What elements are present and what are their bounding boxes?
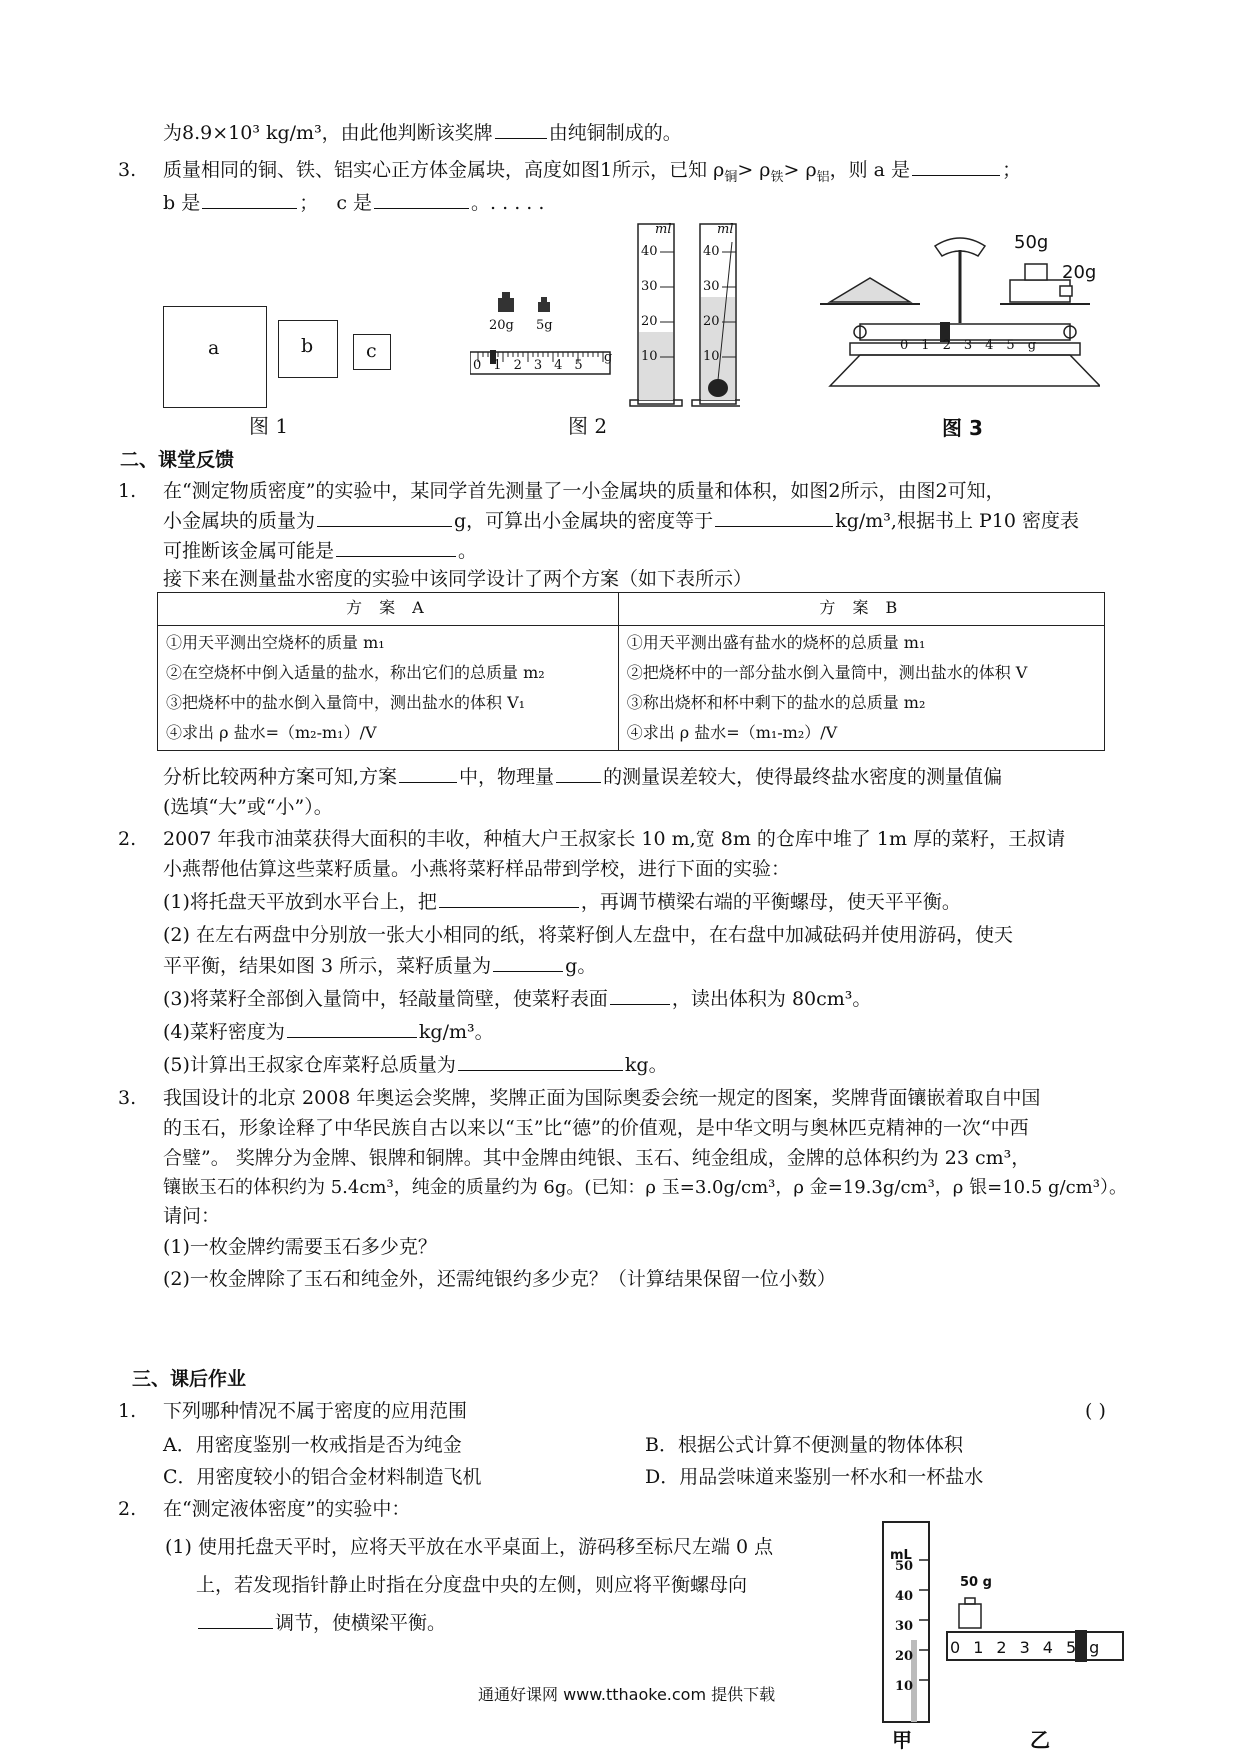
- answer-blank-metal[interactable]: [336, 538, 456, 557]
- question-number: 2.: [118, 828, 137, 850]
- s2-q3-line-7: (2)一枚金牌除了玉石和纯金外，还需纯银约多少克？（计算结果保留一位小数）: [163, 1268, 836, 1290]
- question-3-line-2: b 是 ； c 是 。. . . . .: [163, 192, 545, 214]
- s3-q2-line-2: 上，若发现指针静止时指在分度盘中央的左侧，则应将平衡螺母向: [196, 1574, 748, 1596]
- label-jia: 甲: [892, 1728, 912, 1752]
- weight-50g-label: 50 g: [960, 1575, 992, 1590]
- s2-q3-line-1: 我国设计的北京 2008 年奥运会奖牌，奖牌正面为国际奥委会统一规定的图案，奖牌背面镶嵌着取自中国: [163, 1087, 1041, 1109]
- analysis-line-1: 分析比较两种方案可知,方案 中，物理量 的测量误差较大，使得最终盐水密度的测量值偏: [163, 766, 1003, 788]
- cube-b: b: [278, 320, 338, 378]
- option-c[interactable]: C．用密度较小的铝合金材料制造飞机: [163, 1466, 482, 1488]
- s2-q3-line-5: 请问：: [163, 1205, 221, 1227]
- weight-50g-label: 50g: [1014, 232, 1049, 253]
- answer-blank-direction[interactable]: [198, 1610, 273, 1629]
- s3-q2-line-1: (1) 使用托盘天平时，应将天平放在水平桌面上，游码移至标尺左端 0 点: [165, 1536, 774, 1558]
- cyl2-tick: 20: [703, 314, 720, 329]
- answer-blank-step5[interactable]: [458, 1052, 623, 1071]
- balance-scale-ticks: 012345g: [900, 338, 1050, 353]
- question-number: 1.: [118, 480, 137, 502]
- weight-20g-label: 20g: [1062, 262, 1097, 283]
- plan-b-header: 方 案 B: [618, 593, 1104, 626]
- cylinder-ticks: 50 40 30 20 10: [895, 1559, 914, 1694]
- answer-blank-density[interactable]: [715, 508, 833, 527]
- cube-c: c: [353, 334, 391, 370]
- ruler-ticks: 012345: [473, 358, 595, 373]
- question-number: 3.: [118, 159, 137, 181]
- s2-q2-step-3: (3)将菜籽全部倒入量筒中，轻敲量筒壁，使菜籽表面 ，读出体积为 80cm³。: [163, 988, 872, 1010]
- section-2-heading: 二、课堂反馈: [120, 449, 235, 471]
- answer-blank-mass[interactable]: [317, 508, 452, 527]
- cyl2-tick: 30: [703, 279, 720, 294]
- question-number: 1.: [118, 1400, 137, 1422]
- answer-blank-quantity[interactable]: [556, 764, 601, 783]
- answer-blank-step4[interactable]: [287, 1019, 417, 1038]
- answer-blank-step2[interactable]: [493, 953, 563, 972]
- cylinder-2-unit: ml: [717, 222, 734, 237]
- plan-a-steps: ①用天平测出空烧杯的质量 m₁ ②在空烧杯中倒入适量的盐水，称出它们的总质量 m₂ ③把烧杯中的盐水倒入量筒中，测出盐水的体积 V₁ ④求出 ρ 盐水=（m₂-m₁）/V: [158, 626, 619, 751]
- option-b[interactable]: B．根据公式计算不便测量的物体体积: [645, 1434, 963, 1456]
- top-line: 为8.9×10³ kg/m³，由此他判断该奖牌 由纯铜制成的。: [163, 122, 682, 144]
- answer-blank-a[interactable]: [912, 157, 1000, 176]
- s3-q2-text: 在“测定液体密度”的实验中：: [163, 1498, 411, 1520]
- s2-q1-line-1: 在“测定物质密度”的实验中，某同学首先测量了一小金属块的质量和体积，如图2所示，由图2可知，: [163, 480, 1005, 502]
- plan-a-header: 方 案 A: [158, 593, 619, 626]
- question-3-line-1: 质量相同的铜、铁、铝实心正方体金属块，高度如图1所示，已知 $\rho_铜> \rho_铁> \rho_铝$，则 a 是 ；: [163, 159, 1022, 185]
- footer-credit: 通通好课网 www.tthaoke.com 提供下载: [478, 1685, 776, 1704]
- s2-q2-line-1: 2007 年我市油菜获得大面积的丰收，种植大户王叔家长 10 m,宽 8m 的仓库中堆了 1m 厚的菜籽，王叔请: [163, 828, 1066, 850]
- question-number: 2.: [118, 1498, 137, 1520]
- figure-2-label: 图 2: [568, 414, 608, 438]
- plan-b-steps: ①用天平测出盛有盐水的烧杯的总质量 m₁ ②把烧杯中的一部分盐水倒入量筒中，测出盐水的体积 V ③称出烧杯和杯中剩下的盐水的总质量 m₂ ④求出 ρ 盐水=（m₁-m₂）/V: [618, 626, 1104, 751]
- cyl1-tick: 20: [641, 314, 658, 329]
- cyl2-tick: 40: [703, 244, 720, 259]
- s2-q2-line-2: 小燕帮他估算这些菜籽质量。小燕将菜籽样品带到学校，进行下面的实验：: [163, 858, 791, 880]
- option-a[interactable]: A．用密度鉴别一枚戒指是否为纯金: [163, 1434, 462, 1456]
- answer-paren[interactable]: ( ): [1085, 1400, 1106, 1422]
- answer-blank-plan[interactable]: [399, 764, 457, 783]
- cube-a: a: [163, 306, 267, 408]
- cylinder-1-unit: ml: [655, 222, 672, 237]
- s2-q2-step-1: (1)将托盘天平放到水平台上，把 ，再调节横梁右端的平衡螺母，使天平平衡。: [163, 891, 961, 913]
- label-yi: 乙: [1030, 1728, 1050, 1752]
- s2-q2-step-5: (5)计算出王叔家仓库菜籽总质量为 kg。: [163, 1054, 668, 1076]
- question-number: 3.: [118, 1087, 137, 1109]
- s3-q2-line-3: 调节，使横梁平衡。: [196, 1610, 446, 1636]
- s2-q2-step-2a: (2) 在左右两盘中分别放一张大小相同的纸，将菜籽倒人左盘中，在右盘中加减砝码并使用游码，使天: [163, 924, 1013, 946]
- analysis-line-2: (选填“大”或“小”）。: [163, 796, 333, 818]
- weight-5g-label: 5g: [536, 318, 553, 333]
- scale-ticks: 012345g: [950, 1638, 1113, 1657]
- cylinder-unit: mL: [890, 1548, 912, 1563]
- option-d[interactable]: D．用品尝味道来鉴别一杯水和一杯盐水: [645, 1466, 984, 1488]
- s2-q1-line-4: 接下来在测量盐水密度的实验中该同学设计了两个方案（如下表所示）: [163, 568, 753, 590]
- answer-blank-c[interactable]: [374, 190, 469, 209]
- answer-blank-step3[interactable]: [610, 986, 670, 1005]
- s2-q3-line-6: (1)一枚金牌约需要玉石多少克？: [163, 1236, 437, 1258]
- figure-1-label: 图 1: [249, 414, 289, 438]
- s2-q2-step-4: (4)菜籽密度为 kg/m³。: [163, 1021, 494, 1043]
- s3-q1-text: 下列哪种情况不属于密度的应用范围: [163, 1400, 468, 1422]
- s2-q3-line-3: 合璧”。 奖牌分为金牌、银牌和铜牌。其中金牌由纯银、玉石、纯金组成，金牌的总体积约为 23 cm³，: [163, 1147, 1031, 1169]
- section-3-heading: 三、课后作业: [132, 1368, 247, 1390]
- plan-table: [157, 592, 1105, 751]
- figure-jia-yi: [875, 1520, 1135, 1740]
- cyl2-tick: 10: [703, 349, 720, 364]
- figure-3-label: 图 3: [942, 416, 983, 440]
- cyl1-tick: 10: [641, 349, 658, 364]
- s2-q3-line-4: 镶嵌玉石的体积约为 5.4cm³，纯金的质量约为 6g。(已知：ρ 玉=3.0g/cm³，ρ 金=19.3g/cm³，ρ 银=10.5 g/cm³）。: [163, 1177, 1127, 1198]
- answer-blank-step1[interactable]: [439, 889, 579, 908]
- s2-q1-line-2: 小金属块的质量为 g，可算出小金属块的密度等于 kg/m³,根据书上 P10 密度表: [163, 510, 1079, 532]
- cyl1-tick: 40: [641, 244, 658, 259]
- figure-3-balance: [820, 228, 1100, 398]
- answer-blank[interactable]: [495, 120, 547, 139]
- weight-20g-label: 20g: [489, 318, 514, 333]
- s2-q3-line-2: 的玉石，形象诠释了中华民族自古以来以“玉”比“德”的价值观，是中华文明与奥林匹克精神的一次“中西: [163, 1117, 1029, 1139]
- s2-q2-step-2b: 平平衡，结果如图 3 所示，菜籽质量为 g。: [163, 955, 597, 977]
- cyl1-tick: 30: [641, 279, 658, 294]
- answer-blank-b[interactable]: [202, 190, 297, 209]
- figure-2-graphic: [470, 222, 740, 412]
- s2-q1-line-3: 可推断该金属可能是 。: [163, 540, 478, 562]
- ruler-unit: g: [604, 350, 613, 365]
